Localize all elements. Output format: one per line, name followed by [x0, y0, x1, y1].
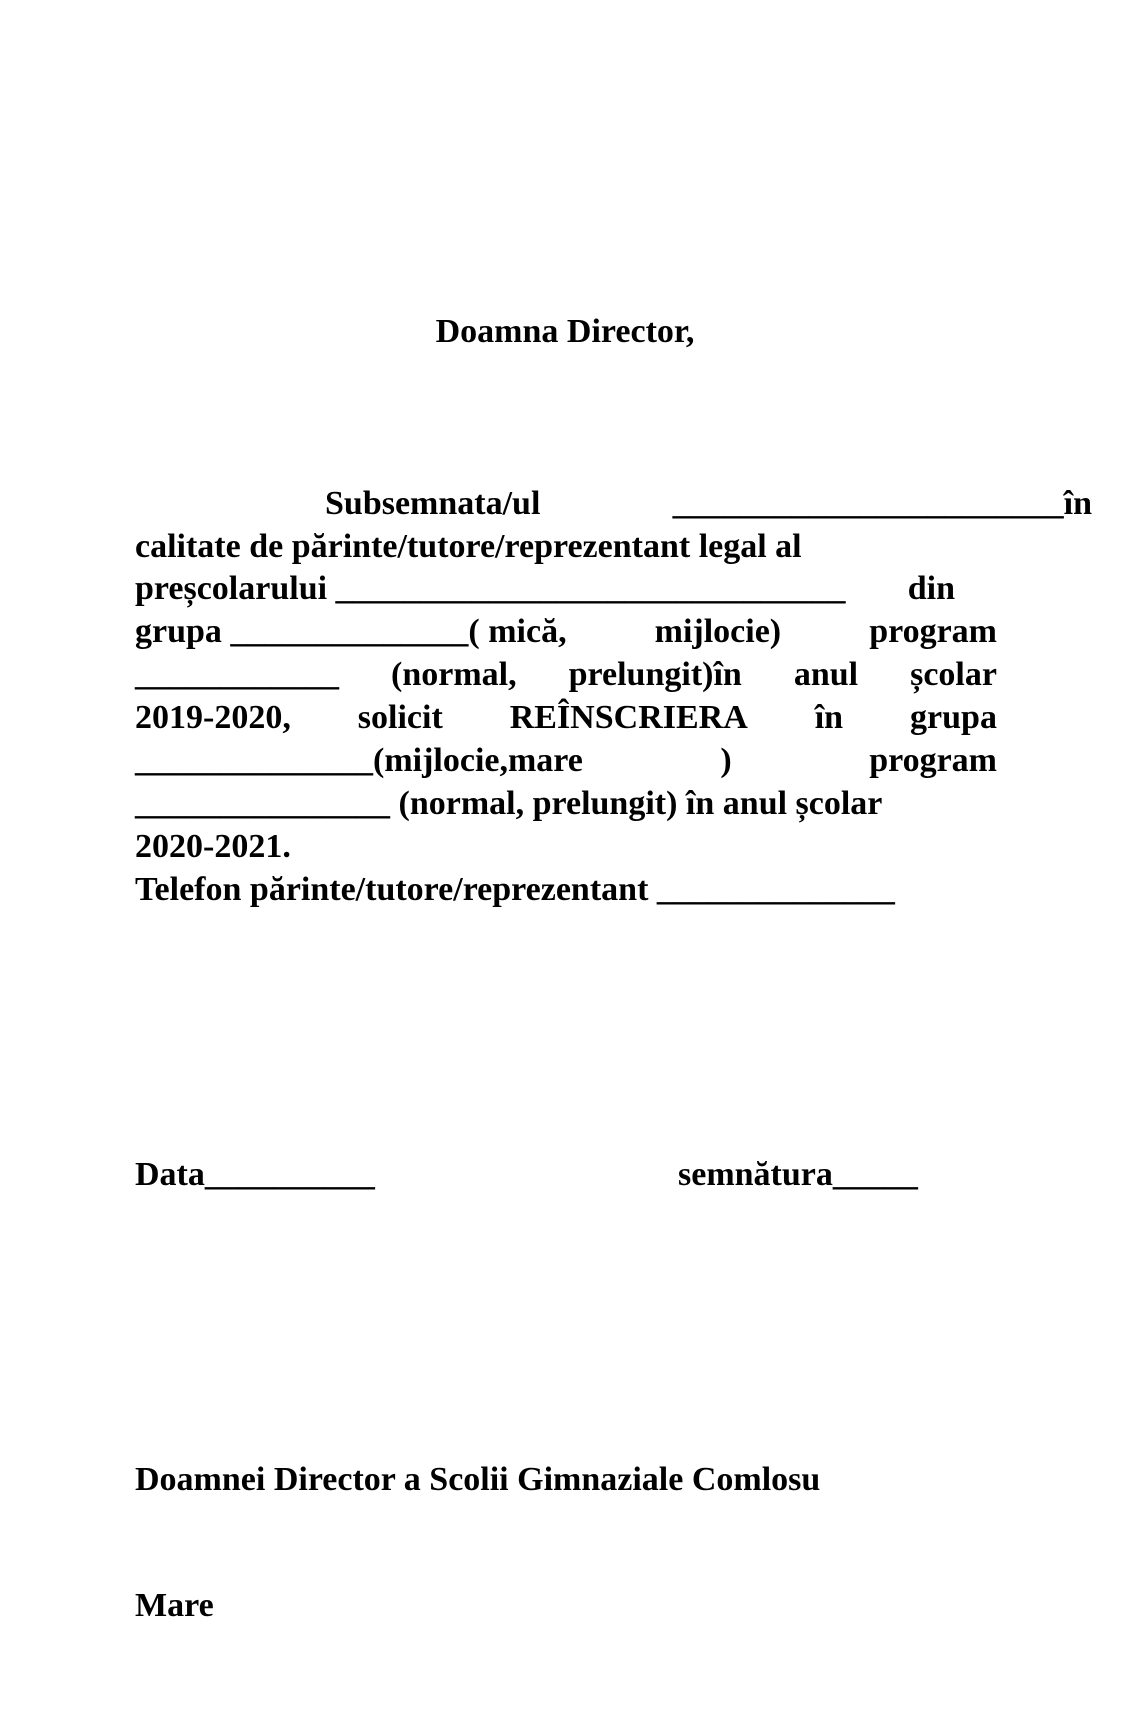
line3-word: din [907, 570, 955, 607]
line5-word: prelungit)în [568, 656, 742, 693]
paragraph-line-8: _______________ (normal, prelungit) în anul școlar [135, 785, 883, 822]
addressee-line-2: Mare [135, 1587, 214, 1624]
line3-word: preșcolarului ______________________________ [135, 570, 846, 607]
line6-word: solicit [357, 699, 443, 736]
line7-word: program [869, 742, 997, 779]
line1-word: _______________________în [672, 485, 1092, 522]
line6-word: 2019-2020, [135, 699, 291, 736]
line5-word: (normal, [391, 656, 517, 693]
addressee-block [135, 1375, 820, 1711]
paragraph-line-1 [230, 484, 1092, 524]
line5-word: școlar [910, 656, 997, 693]
line5-word: anul [793, 656, 859, 693]
paragraph-line-4 [135, 612, 997, 652]
paragraph-line-6 [135, 698, 997, 738]
line4-word: mijlocie) [654, 613, 782, 650]
line4-word: grupa ______________( mică, [135, 613, 567, 650]
line7-word: ) [720, 742, 732, 779]
line6-word: grupa [910, 699, 997, 736]
line7-word: ______________(mijlocie,mare [135, 742, 583, 779]
paragraph-line-9: 2020-2021. [135, 828, 291, 865]
line6-word: în [814, 699, 844, 736]
phone-line: Telefon părinte/tutore/reprezentant ______________ [135, 871, 895, 908]
addressee-line-1: Doamnei Director a Scolii Gimnaziale Comlosu [135, 1461, 821, 1498]
date-field: Data__________ [135, 1156, 375, 1193]
signature-field: semnătura_____ [678, 1156, 918, 1193]
line4-word: program [869, 613, 997, 650]
paragraph-line-2: calitate de părinte/tutore/reprezentant legal al [135, 528, 802, 565]
line6-word: REÎNSCRIERA [509, 699, 748, 736]
paragraph-line-3 [135, 569, 955, 609]
line1-word: Subsemnata/ul [325, 485, 541, 522]
line5-word: ____________ [135, 656, 339, 693]
paragraph-line-7 [135, 741, 997, 781]
paragraph-line-5 [135, 655, 997, 695]
salutation-heading: Doamna Director, [435, 313, 695, 350]
